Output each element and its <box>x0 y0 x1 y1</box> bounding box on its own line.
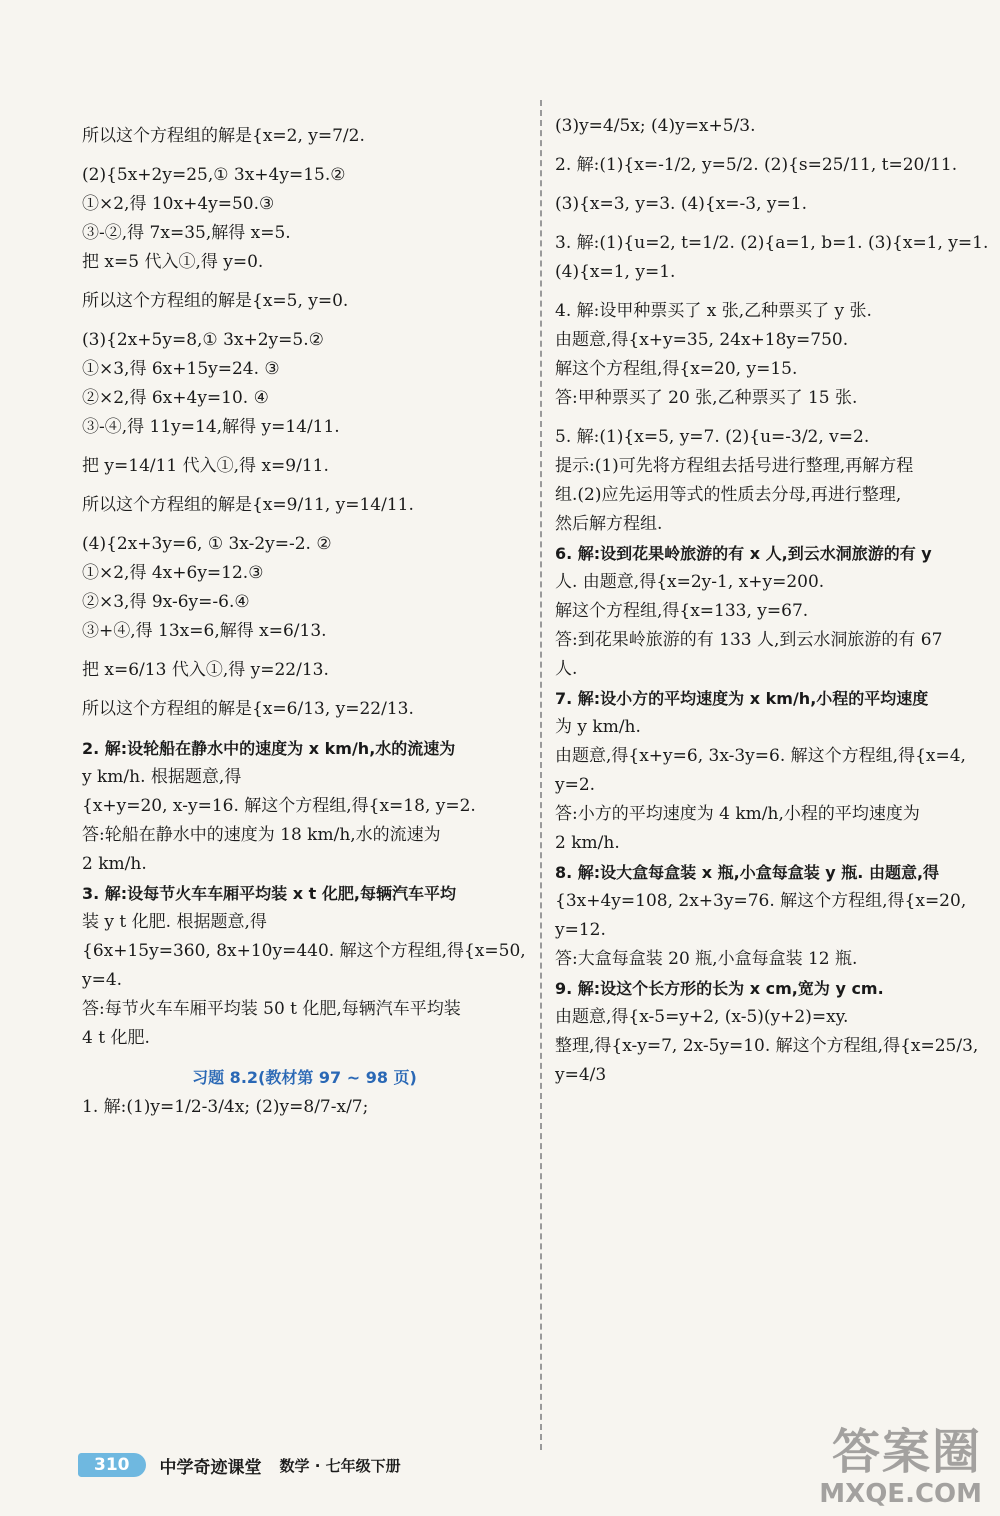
right-line-13: 人. 由题意,得{x=2y-1, x+y=200. <box>555 572 825 592</box>
left-line-26: 答:每节火车车厢平均装 50 t 化肥,每辆汽车平均装 <box>82 999 461 1019</box>
right-line-10: 组.(2)应先运用等式的性质去分母,再进行整理, <box>555 485 902 505</box>
right-line-6: 解这个方程组,得{x=20, y=15. <box>555 359 798 379</box>
right-line-3: 3. 解:(1){u=2, t=1/2. (2){a=1, b=1. (3){x=1, y=1. (4){x=1, y=1. <box>555 233 989 282</box>
right-line-20: 答:小方的平均速度为 4 km/h,小程的平均速度为 <box>555 804 920 824</box>
left-line-12: (4){2x+3y=6, ① 3x-2y=-2. ② <box>82 534 332 554</box>
right-column <box>555 100 995 1090</box>
left-line-9: ③-④,得 11y=14,解得 y=14/11. <box>82 417 340 437</box>
right-line-1: 2. 解:(1){x=-1/2, y=5/2. (2){s=25/11, t=20/11. <box>555 155 958 175</box>
left-line-21: 答:轮船在静水中的速度为 18 km/h,水的流速为 <box>82 825 441 845</box>
left-line-15: ③+④,得 13x=6,解得 x=6/13. <box>82 621 327 641</box>
left-last-line: 1. 解:(1)y=1/2-3/4x; (2)y=8/7-x/7; <box>82 1097 369 1117</box>
right-line-14: 解这个方程组,得{x=133, y=67. <box>555 601 809 621</box>
right-line-18: 为 y km/h. <box>555 717 641 737</box>
left-line-3: ③-②,得 7x=35,解得 x=5. <box>82 223 291 243</box>
right-line-8: 5. 解:(1){x=5, y=7. (2){u=-3/2, v=2. <box>555 427 870 447</box>
watermark <box>819 1425 982 1509</box>
left-line-11: 所以这个方程组的解是{x=9/11, y=14/11. <box>82 495 414 515</box>
left-line-13: ①×2,得 4x+6y=12.③ <box>82 563 264 583</box>
right-line-19: 由题意,得{x+y=6, 3x-3y=6. 解这个方程组,得{x=4, y=2. <box>555 746 966 795</box>
page-footer <box>78 1448 518 1482</box>
left-line-8: ②×2,得 6x+4y=10. ④ <box>82 388 269 408</box>
right-line-24: 答:大盒每盒装 20 瓶,小盒每盒装 12 瓶. <box>555 949 858 969</box>
left-line-23: 3. 解:设每节火车车厢平均装 x t 化肥,每辆汽车平均 <box>82 884 456 903</box>
right-line-16: 人. <box>555 659 578 679</box>
left-line-1: (2){5x+2y=25,① 3x+4y=15.② <box>82 165 346 185</box>
left-line-0: 所以这个方程组的解是{x=2, y=7/2. <box>82 126 365 146</box>
watermark-title: 答案圈 <box>831 1424 982 1480</box>
left-line-2: ①×2,得 10x+4y=50.③ <box>82 194 275 214</box>
left-line-16: 把 x=6/13 代入①,得 y=22/13. <box>82 660 329 680</box>
right-line-25: 9. 解:设这个长方形的长为 x cm,宽为 y cm. <box>555 979 884 998</box>
right-line-9: 提示:(1)可先将方程组去括号进行整理,再解方程 <box>555 456 914 476</box>
left-line-10: 把 y=14/11 代入①,得 x=9/11. <box>82 456 329 476</box>
book-subject: 数学 · 七年级下册 <box>279 1456 401 1475</box>
left-column <box>82 100 527 1122</box>
right-line-22: 8. 解:设大盒每盒装 x 瓶,小盒每盒装 y 瓶. 由题意,得 <box>555 863 940 882</box>
right-line-15: 答:到花果岭旅游的有 133 人,到云水洞旅游的有 67 <box>555 630 943 650</box>
left-line-5: 所以这个方程组的解是{x=5, y=0. <box>82 291 349 311</box>
left-line-20: {x+y=20, x-y=16. 解这个方程组,得{x=18, y=2. <box>82 796 476 816</box>
right-line-2: (3){x=3, y=3. (4){x=-3, y=1. <box>555 194 807 214</box>
left-line-19: y km/h. 根据题意,得 <box>82 767 242 787</box>
left-line-6: (3){2x+5y=8,① 3x+2y=5.② <box>82 330 324 350</box>
right-line-7: 答:甲种票买了 20 张,乙种票买了 15 张. <box>555 388 858 408</box>
right-line-26: 由题意,得{x-5=y+2, (x-5)(y+2)=xy. <box>555 1007 849 1027</box>
right-line-11: 然后解方程组. <box>555 514 663 534</box>
left-line-4: 把 x=5 代入①,得 y=0. <box>82 252 264 272</box>
right-line-21: 2 km/h. <box>555 833 620 853</box>
left-line-14: ②×3,得 9x-6y=-6.④ <box>82 592 250 612</box>
right-line-5: 由题意,得{x+y=35, 24x+18y=750. <box>555 330 849 350</box>
left-line-17: 所以这个方程组的解是{x=6/13, y=22/13. <box>82 699 414 719</box>
right-line-17: 7. 解:设小方的平均速度为 x km/h,小程的平均速度 <box>555 689 929 708</box>
right-line-12: 6. 解:设到花果岭旅游的有 x 人,到云水洞旅游的有 y <box>555 544 932 563</box>
page-number: 310 <box>78 1453 146 1477</box>
right-line-23: {3x+4y=108, 2x+3y=76. 解这个方程组,得{x=20, y=12. <box>555 891 967 940</box>
section-heading: 习题 8.2(教材第 97 ~ 98 页) <box>192 1068 417 1087</box>
left-line-18: 2. 解:设轮船在静水中的速度为 x km/h,水的流速为 <box>82 739 456 758</box>
left-line-27: 4 t 化肥. <box>82 1028 150 1048</box>
right-line-27: 整理,得{x-y=7, 2x-5y=10. 解这个方程组,得{x=25/3, y=4/3 <box>555 1036 979 1085</box>
right-line-0: (3)y=4/5x; (4)y=x+5/3. <box>555 116 756 136</box>
watermark-url: MXQE.COM <box>819 1479 982 1509</box>
left-line-24: 装 y t 化肥. 根据题意,得 <box>82 912 267 932</box>
right-line-4: 4. 解:设甲种票买了 x 张,乙种票买了 y 张. <box>555 301 872 321</box>
brand-name: 中学奇迹课堂 <box>159 1457 262 1478</box>
left-line-22: 2 km/h. <box>82 854 147 874</box>
column-divider <box>540 100 542 1450</box>
left-line-7: ①×3,得 6x+15y=24. ③ <box>82 359 280 379</box>
left-line-25: {6x+15y=360, 8x+10y=440. 解这个方程组,得{x=50, y=4. <box>82 941 526 990</box>
